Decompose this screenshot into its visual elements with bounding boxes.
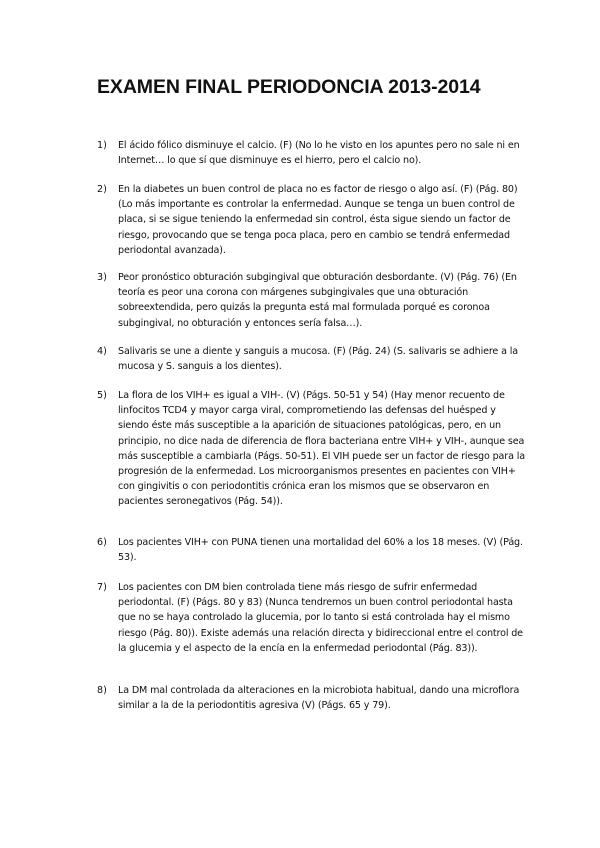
question-item — [97, 270, 525, 331]
question-text: Peor pronóstico obturación subgingival que obturación desbordante. (V) (Pág. 76) (En teoría es peor una corona con márgenes subgingivales que una obturación sobreextendida, pero quizás la pregunta está mal formulada porqué es coronoa subgingival, no obturación y entonces sería falsa…). — [118, 272, 517, 329]
question-item — [97, 182, 525, 258]
question-number: 7) — [97, 582, 107, 593]
question-number: 2) — [97, 184, 107, 195]
question-number: 8) — [97, 685, 107, 696]
question-item — [97, 535, 525, 565]
question-item — [97, 138, 525, 168]
question-item — [97, 344, 525, 374]
question-number: 4) — [97, 346, 107, 357]
page-title: EXAMEN FINAL PERIODONCIA 2013-2014 — [97, 76, 481, 98]
question-number: 5) — [97, 390, 107, 401]
question-text: La DM mal controlada da alteraciones en la microbiota habitual, dando una microflora similar a la de la periodontitis agresiva (V) (Págs. 65 y 79). — [118, 685, 520, 712]
question-text: Salivaris se une a diente y sanguis a mucosa. (F) (Pág. 24) (S. salivaris se adhiere a la mucosa y S. sanguis a los dientes). — [118, 346, 518, 373]
question-number: 1) — [97, 140, 107, 151]
question-text: Los pacientes con DM bien controlada tiene más riesgo de sufrir enfermedad periodontal. (F) (Págs. 80 y 83) (Nunca tendremos un buen control periodontal hasta que no se haya controlado la glucemia, por lo tanto si está controlada hay el mismo riesgo (Pág. 80)). Existe además una relación directa y bidireccional entre el control de la glucemia y el aspecto de la encía en la enfermedad periodontal (Pág. 83)). — [118, 582, 523, 654]
question-item — [97, 683, 525, 713]
question-text: El ácido fólico disminuye el calcio. (F) (No lo he visto en los apuntes pero no sale ni en Internet… lo que sí que disminuye es el hierro, pero el calcio no). — [118, 140, 520, 167]
question-text: En la diabetes un buen control de placa no es factor de riesgo o algo así. (F) (Pág. 80) (Lo más importante es controlar la enfermedad. Aunque se tenga un buen control de placa, si se sigue teniendo la enfermedad sin control, ésta sigue siendo un factor de riesgo, provocando que se tenga poca placa, pero en cambio se tendrá enfermedad periodontal avanzada). — [118, 184, 518, 256]
question-item — [97, 388, 525, 510]
question-text: Los pacientes VIH+ con PUNA tienen una mortalidad del 60% a los 18 meses. (V) (Pág. 53). — [118, 537, 523, 564]
question-number: 6) — [97, 537, 107, 548]
question-item — [97, 580, 525, 656]
question-text: La flora de los VIH+ es igual a VIH-. (V) (Págs. 50-51 y 54) (Hay menor recuento de linfocitos TCD4 y mayor carga viral, comprometiendo las defensas del huésped y siendo éste más susceptible a la aparición de situaciones patológicas, pero, en un principio, no dice nada de diferencia de flora bacteriana entre VIH+ y VIH-, aunque sea más susceptible a cambiarla (Págs. 50-51). El VIH puede ser un factor de riesgo para la progresión de la enfermedad. Los microorganismos presentes en pacientes con VIH+ con gingivitis o con periodontitis crónica eran los mismos que se observaron en pacientes seronegativos (Pág. 54)). — [118, 390, 525, 508]
question-number: 3) — [97, 272, 107, 283]
